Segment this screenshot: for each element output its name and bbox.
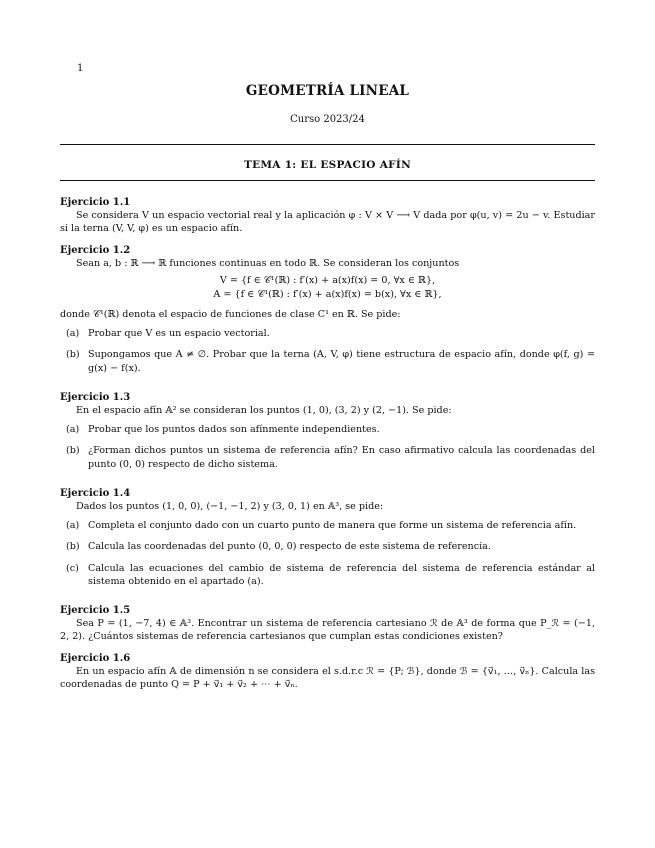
subitem (60, 423, 595, 436)
subitem (60, 540, 595, 553)
subitem (60, 519, 595, 532)
subitem-text: Probar que los puntos dados son afínmente independientes. (88, 424, 380, 436)
exercise-1-4 (60, 487, 595, 588)
exercise-title: Ejercicio 1.6 (60, 652, 131, 664)
topic-heading: TEMA 1: EL ESPACIO AFÍN (243, 159, 412, 171)
subitem (60, 327, 595, 340)
subitem-text: Calcula las ecuaciones del cambio de sistema de referencia del sistema de referencia estándar al sistema obtenido en el apartado (a). (88, 562, 595, 587)
subitem-label: (a) (66, 424, 80, 436)
exercise-title: Ejercicio 1.4 (60, 487, 131, 499)
exercise-title: Ejercicio 1.3 (60, 391, 131, 403)
subitem-list (60, 519, 595, 588)
subitem (60, 444, 595, 470)
subitem-label: (c) (66, 562, 79, 574)
exercise-statement-continued: donde 𝒞¹(ℝ) denota el espacio de funciones de clase C¹ en ℝ. Se pide: (60, 309, 401, 321)
exercise-1-5 (60, 604, 595, 644)
exercise-statement: Se considera V un espacio vectorial real y la aplicación φ : V × V ⟶ V dada por φ(u, v) = 2u − v. Estudiar si la terna (V, V, φ) es un espacio afín. (60, 210, 595, 235)
subitem-label: (b) (66, 445, 80, 457)
subitem (60, 562, 595, 588)
subitem-text: Calcula las coordenadas del punto (0, 0, 0) respecto de este sistema de referencia. (88, 541, 491, 553)
page-number: 1 (77, 63, 84, 74)
exercise-statement: En un espacio afín 𝔸 de dimensión n se considera el s.d.r.c ℛ = {P; ℬ}, donde ℬ = {v⃗₁, …, v⃗ₙ}. Calcula las coordenadas de punto Q = P + v⃗₁ + v⃗₂ + ⋯ + v⃗ₙ. (60, 665, 595, 691)
exercise-1-3 (60, 391, 595, 471)
subitem-list (60, 423, 595, 471)
exercise-statement: Sea P = (1, −7, 4) ∈ 𝔸³. Encontrar un sistema de referencia cartesiano ℛ de 𝔸³ de forma que P_ℛ = (−1, 2, 2). ¿Cuántos sistemas de referencia cartesianos que cumplan estas condiciones existen? (60, 618, 595, 643)
subitem-label: (b) (66, 541, 80, 553)
subitem-label: (a) (66, 520, 80, 532)
exercise-1-6 (60, 652, 595, 692)
course-year: Curso 2023/24 (290, 114, 365, 125)
bottom-rule (60, 180, 595, 181)
exercise-1-1 (60, 196, 595, 236)
document-title: GEOMETRÍA LINEAL (245, 83, 410, 99)
exercise-title: Ejercicio 1.1 (60, 197, 131, 208)
subitem (60, 348, 595, 374)
subitem-list (60, 327, 595, 375)
exercise-1-2 (60, 244, 595, 375)
equation-v: V = {f ∈ 𝒞¹(ℝ) : f′(x) + a(x)f(x) = 0, ∀x ∈ ℝ}, (219, 275, 436, 287)
exercise-list (60, 196, 595, 691)
equation-a: A = {f ∈ 𝒞¹(ℝ) : f′(x) + a(x)f(x) = b(x), ∀x ∈ ℝ}, (213, 289, 442, 301)
top-rule (60, 144, 595, 145)
subitem-text: Completa el conjunto dado con un cuarto punto de manera que forme un sistema de referencia afín. (88, 520, 577, 532)
display-equations (60, 274, 595, 302)
exercise-statement: En el espacio afín 𝔸² se consideran los puntos (1, 0), (3, 2) y (2, −1). Se pide: (76, 405, 452, 417)
subitem-text: ¿Forman dichos puntos un sistema de referencia afín? En caso afirmativo calcula las coordenadas del punto (0, 0) respecto de dicho sistema. (88, 445, 595, 470)
exercise-statement: Dados los puntos (1, 0, 0), (−1, −1, 2) y (3, 0, 1) en 𝔸³, se pide: (76, 501, 384, 513)
subitem-label: (b) (66, 349, 80, 361)
exercise-title: Ejercicio 1.5 (60, 605, 131, 617)
subitem-text: Probar que V es un espacio vectorial. (88, 328, 270, 340)
subitem-label: (a) (66, 328, 80, 340)
exercise-title: Ejercicio 1.2 (60, 244, 131, 256)
subitem-text: Supongamos que A ≠ ∅. Probar que la terna (A, V, φ) tiene estructura de espacio afín, donde φ(f, g) = g(x) − f(x). (88, 349, 595, 374)
exercise-statement: Sean a, b : ℝ ⟶ ℝ funciones continuas en todo ℝ. Se consideran los conjuntos (76, 257, 460, 269)
